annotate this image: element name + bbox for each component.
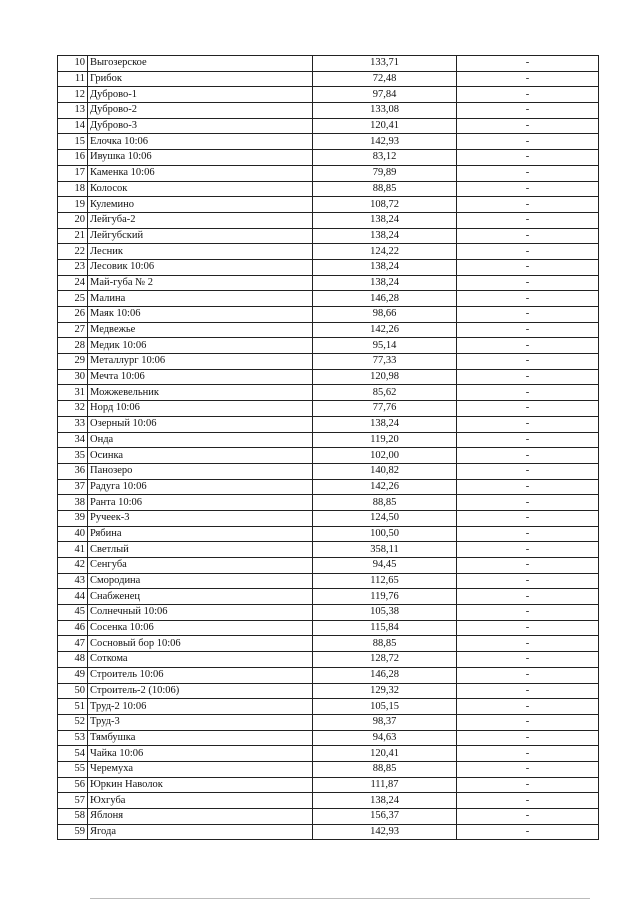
row-extra: -: [457, 385, 599, 401]
row-name: Металлург 10:06: [88, 354, 313, 370]
row-name: Сосновый бор 10:06: [88, 636, 313, 652]
row-value: 97,84: [313, 87, 457, 103]
row-name: Осинка: [88, 448, 313, 464]
row-number: 50: [58, 683, 88, 699]
table-row: [58, 369, 599, 385]
row-extra: -: [457, 589, 599, 605]
row-extra: -: [457, 181, 599, 197]
table-row: [58, 354, 599, 370]
row-name: Светлый: [88, 542, 313, 558]
row-extra: -: [457, 542, 599, 558]
row-extra: -: [457, 510, 599, 526]
table-row: [58, 573, 599, 589]
row-number: 29: [58, 354, 88, 370]
table-row: [58, 71, 599, 87]
row-name: Панозеро: [88, 463, 313, 479]
row-number: 40: [58, 526, 88, 542]
row-number: 43: [58, 573, 88, 589]
row-value: 115,84: [313, 620, 457, 636]
row-extra: -: [457, 165, 599, 181]
row-name: Соткома: [88, 652, 313, 668]
row-name: Строитель 10:06: [88, 667, 313, 683]
row-number: 37: [58, 479, 88, 495]
row-number: 35: [58, 448, 88, 464]
row-value: 77,76: [313, 401, 457, 417]
data-table: [57, 55, 599, 840]
table-row: [58, 338, 599, 354]
row-value: 105,38: [313, 605, 457, 621]
row-name: Кулемино: [88, 197, 313, 213]
row-number: 12: [58, 87, 88, 103]
row-number: 15: [58, 134, 88, 150]
row-name: Ягода: [88, 824, 313, 840]
row-number: 27: [58, 322, 88, 338]
row-number: 42: [58, 558, 88, 574]
row-value: 100,50: [313, 526, 457, 542]
row-name: Норд 10:06: [88, 401, 313, 417]
row-value: 98,37: [313, 714, 457, 730]
row-number: 21: [58, 228, 88, 244]
row-extra: -: [457, 777, 599, 793]
row-name: Малина: [88, 291, 313, 307]
row-name: Черемуха: [88, 761, 313, 777]
row-name: Медвежье: [88, 322, 313, 338]
table-row: [58, 259, 599, 275]
table-row: [58, 605, 599, 621]
row-value: 129,32: [313, 683, 457, 699]
row-value: 88,85: [313, 761, 457, 777]
row-name: Сосенка 10:06: [88, 620, 313, 636]
table-row: [58, 322, 599, 338]
row-number: 34: [58, 432, 88, 448]
table-row: [58, 197, 599, 213]
table-row: [58, 542, 599, 558]
row-extra: -: [457, 558, 599, 574]
row-name: Лесник: [88, 244, 313, 260]
table-row: [58, 495, 599, 511]
table-row: [58, 558, 599, 574]
row-number: 25: [58, 291, 88, 307]
row-number: 38: [58, 495, 88, 511]
row-name: Дуброво-1: [88, 87, 313, 103]
row-value: 124,50: [313, 510, 457, 526]
row-name: Дуброво-3: [88, 118, 313, 134]
row-name: Онда: [88, 432, 313, 448]
row-number: 17: [58, 165, 88, 181]
row-name: Юхгуба: [88, 793, 313, 809]
row-extra: -: [457, 667, 599, 683]
row-value: 138,24: [313, 212, 457, 228]
row-extra: -: [457, 71, 599, 87]
row-number: 14: [58, 118, 88, 134]
row-name: Смородина: [88, 573, 313, 589]
table-row: [58, 118, 599, 134]
row-extra: -: [457, 793, 599, 809]
row-value: 120,41: [313, 746, 457, 762]
row-extra: -: [457, 228, 599, 244]
table-row: [58, 793, 599, 809]
row-name: Рябина: [88, 526, 313, 542]
table-row: [58, 683, 599, 699]
row-extra: -: [457, 605, 599, 621]
row-extra: -: [457, 526, 599, 542]
table-row: [58, 56, 599, 72]
row-name: Тямбушка: [88, 730, 313, 746]
row-number: 58: [58, 809, 88, 825]
row-name: Маяк 10:06: [88, 307, 313, 323]
table-body: [58, 56, 599, 840]
row-name: Лейгубский: [88, 228, 313, 244]
row-value: 156,37: [313, 809, 457, 825]
row-extra: -: [457, 275, 599, 291]
row-number: 57: [58, 793, 88, 809]
row-value: 79,89: [313, 165, 457, 181]
table-row: [58, 620, 599, 636]
row-value: 77,33: [313, 354, 457, 370]
table-row: [58, 636, 599, 652]
table-row: [58, 730, 599, 746]
table-row: [58, 416, 599, 432]
row-number: 11: [58, 71, 88, 87]
row-name: Труд-2 10:06: [88, 699, 313, 715]
table-row: [58, 291, 599, 307]
row-name: Радуга 10:06: [88, 479, 313, 495]
row-name: Сенгуба: [88, 558, 313, 574]
row-extra: -: [457, 259, 599, 275]
row-name: Колосок: [88, 181, 313, 197]
row-number: 53: [58, 730, 88, 746]
table-row: [58, 809, 599, 825]
row-number: 33: [58, 416, 88, 432]
row-value: 358,11: [313, 542, 457, 558]
row-value: 142,93: [313, 824, 457, 840]
row-number: 54: [58, 746, 88, 762]
table-row: [58, 463, 599, 479]
table-row: [58, 667, 599, 683]
table-row: [58, 777, 599, 793]
row-value: 133,71: [313, 56, 457, 72]
row-number: 24: [58, 275, 88, 291]
row-value: 94,45: [313, 558, 457, 574]
row-value: 88,85: [313, 181, 457, 197]
row-value: 102,00: [313, 448, 457, 464]
row-name: Юркин Наволок: [88, 777, 313, 793]
row-value: 72,48: [313, 71, 457, 87]
table-row: [58, 103, 599, 119]
row-number: 18: [58, 181, 88, 197]
row-extra: -: [457, 87, 599, 103]
table-row: [58, 589, 599, 605]
row-name: Мечта 10:06: [88, 369, 313, 385]
row-value: 120,41: [313, 118, 457, 134]
row-value: 108,72: [313, 197, 457, 213]
table-row: [58, 307, 599, 323]
row-value: 138,24: [313, 259, 457, 275]
row-extra: -: [457, 636, 599, 652]
row-name: Ивушка 10:06: [88, 150, 313, 166]
table-row: [58, 181, 599, 197]
table-row: [58, 714, 599, 730]
table-row: [58, 448, 599, 464]
row-extra: -: [457, 699, 599, 715]
row-number: 30: [58, 369, 88, 385]
row-name: Чайка 10:06: [88, 746, 313, 762]
table-row: [58, 134, 599, 150]
row-number: 23: [58, 259, 88, 275]
row-extra: -: [457, 307, 599, 323]
row-extra: -: [457, 479, 599, 495]
footer-divider: [90, 898, 590, 899]
row-name: Каменка 10:06: [88, 165, 313, 181]
row-name: Медик 10:06: [88, 338, 313, 354]
row-name: Солнечный 10:06: [88, 605, 313, 621]
row-value: 138,24: [313, 416, 457, 432]
row-extra: -: [457, 432, 599, 448]
row-value: 142,26: [313, 479, 457, 495]
row-value: 94,63: [313, 730, 457, 746]
row-name: Яблоня: [88, 809, 313, 825]
table-row: [58, 526, 599, 542]
row-name: Снабженец: [88, 589, 313, 605]
row-name: Озерный 10:06: [88, 416, 313, 432]
row-value: 138,24: [313, 275, 457, 291]
row-value: 128,72: [313, 652, 457, 668]
row-value: 142,26: [313, 322, 457, 338]
row-extra: -: [457, 118, 599, 134]
row-name: Труд-3: [88, 714, 313, 730]
table-row: [58, 87, 599, 103]
row-name: Строитель-2 (10:06): [88, 683, 313, 699]
row-value: 138,24: [313, 228, 457, 244]
row-extra: -: [457, 495, 599, 511]
row-name: Можжевельник: [88, 385, 313, 401]
row-value: 111,87: [313, 777, 457, 793]
row-extra: -: [457, 322, 599, 338]
row-number: 26: [58, 307, 88, 323]
table-row: [58, 401, 599, 417]
table-row: [58, 212, 599, 228]
row-number: 28: [58, 338, 88, 354]
row-number: 55: [58, 761, 88, 777]
row-value: 124,22: [313, 244, 457, 260]
row-number: 48: [58, 652, 88, 668]
row-extra: -: [457, 416, 599, 432]
row-number: 36: [58, 463, 88, 479]
row-extra: -: [457, 573, 599, 589]
row-extra: -: [457, 244, 599, 260]
row-name: Ручеек-3: [88, 510, 313, 526]
row-extra: -: [457, 730, 599, 746]
row-value: 146,28: [313, 667, 457, 683]
row-name: Ранта 10:06: [88, 495, 313, 511]
table-row: [58, 652, 599, 668]
row-value: 120,98: [313, 369, 457, 385]
row-value: 83,12: [313, 150, 457, 166]
row-extra: -: [457, 197, 599, 213]
table-row: [58, 699, 599, 715]
row-extra: -: [457, 338, 599, 354]
table-row: [58, 432, 599, 448]
row-extra: -: [457, 463, 599, 479]
row-extra: -: [457, 291, 599, 307]
row-number: 46: [58, 620, 88, 636]
row-number: 20: [58, 212, 88, 228]
row-extra: -: [457, 746, 599, 762]
row-number: 45: [58, 605, 88, 621]
row-name: Лейгуба-2: [88, 212, 313, 228]
table-row: [58, 824, 599, 840]
row-name: Выгозерское: [88, 56, 313, 72]
table-row: [58, 244, 599, 260]
row-extra: -: [457, 150, 599, 166]
table-row: [58, 228, 599, 244]
row-number: 52: [58, 714, 88, 730]
table-row: [58, 761, 599, 777]
row-name: Дуброво-2: [88, 103, 313, 119]
row-name: Елочка 10:06: [88, 134, 313, 150]
row-number: 41: [58, 542, 88, 558]
row-extra: -: [457, 56, 599, 72]
row-value: 85,62: [313, 385, 457, 401]
row-value: 98,66: [313, 307, 457, 323]
row-name: Май-губа № 2: [88, 275, 313, 291]
row-number: 16: [58, 150, 88, 166]
row-number: 59: [58, 824, 88, 840]
row-extra: -: [457, 212, 599, 228]
row-extra: -: [457, 714, 599, 730]
row-name: Грибок: [88, 71, 313, 87]
row-extra: -: [457, 448, 599, 464]
row-extra: -: [457, 103, 599, 119]
row-extra: -: [457, 620, 599, 636]
table-row: [58, 510, 599, 526]
row-extra: -: [457, 761, 599, 777]
row-number: 31: [58, 385, 88, 401]
row-value: 142,93: [313, 134, 457, 150]
row-extra: -: [457, 354, 599, 370]
row-value: 88,85: [313, 636, 457, 652]
row-number: 13: [58, 103, 88, 119]
table-row: [58, 385, 599, 401]
row-number: 51: [58, 699, 88, 715]
row-value: 146,28: [313, 291, 457, 307]
table-row: [58, 275, 599, 291]
table-row: [58, 165, 599, 181]
row-number: 39: [58, 510, 88, 526]
row-extra: -: [457, 134, 599, 150]
row-value: 133,08: [313, 103, 457, 119]
row-value: 140,82: [313, 463, 457, 479]
row-extra: -: [457, 683, 599, 699]
row-number: 56: [58, 777, 88, 793]
row-value: 119,76: [313, 589, 457, 605]
row-number: 22: [58, 244, 88, 260]
row-value: 119,20: [313, 432, 457, 448]
row-number: 32: [58, 401, 88, 417]
row-extra: -: [457, 369, 599, 385]
row-number: 19: [58, 197, 88, 213]
table-row: [58, 479, 599, 495]
row-name: Лесовик 10:06: [88, 259, 313, 275]
row-number: 47: [58, 636, 88, 652]
row-value: 112,65: [313, 573, 457, 589]
row-value: 88,85: [313, 495, 457, 511]
row-value: 95,14: [313, 338, 457, 354]
row-extra: -: [457, 824, 599, 840]
row-extra: -: [457, 652, 599, 668]
row-value: 105,15: [313, 699, 457, 715]
row-value: 138,24: [313, 793, 457, 809]
row-number: 10: [58, 56, 88, 72]
row-extra: -: [457, 401, 599, 417]
table-row: [58, 150, 599, 166]
row-number: 49: [58, 667, 88, 683]
row-number: 44: [58, 589, 88, 605]
row-extra: -: [457, 809, 599, 825]
table-row: [58, 746, 599, 762]
